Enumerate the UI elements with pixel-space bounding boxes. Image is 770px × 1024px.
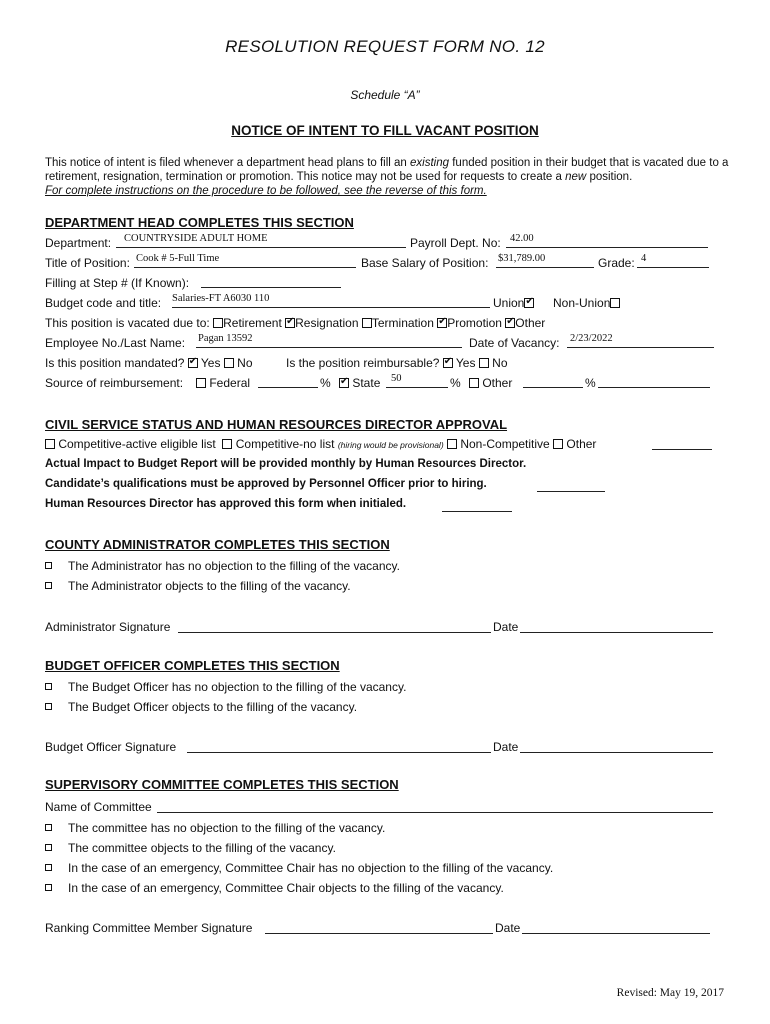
vacated-label: This position is vacated due to: bbox=[45, 316, 210, 330]
vacancy-date-field[interactable] bbox=[567, 347, 714, 348]
employee-field[interactable] bbox=[196, 347, 462, 348]
committee-objects-option bbox=[45, 841, 336, 855]
mandated-no-label: No bbox=[237, 356, 253, 370]
intro-text-c: position. bbox=[589, 171, 633, 183]
admin-signature-label: Administrator Signature bbox=[45, 620, 171, 634]
nonunion-checkbox[interactable] bbox=[610, 298, 620, 308]
chair-objects-option bbox=[45, 881, 504, 895]
admin-no-objection-checkbox[interactable] bbox=[45, 562, 52, 569]
budget-impact-note: Actual Impact to Budget Report will be provided monthly by Human Resources Director. bbox=[45, 458, 527, 470]
form-title: RESOLUTION REQUEST FORM NO. 12 bbox=[225, 37, 545, 56]
budget-signature-label: Budget Officer Signature bbox=[45, 740, 177, 754]
hr-director-initial-field[interactable] bbox=[442, 511, 512, 512]
chair-no-objection-label: In the case of an emergency, Committee Chair has no objection to the filling of the vacancy. bbox=[68, 861, 554, 875]
union-checkbox[interactable] bbox=[524, 298, 534, 308]
step-label: Filling at Step # (If Known): bbox=[45, 276, 190, 290]
committee-name-label: Name of Committee bbox=[45, 800, 152, 814]
civil-other-checkbox[interactable] bbox=[553, 439, 563, 449]
civil-other-field[interactable] bbox=[652, 449, 712, 450]
committee-date-label: Date bbox=[495, 921, 521, 935]
federal-checkbox[interactable] bbox=[196, 378, 206, 388]
state-checkbox[interactable] bbox=[339, 378, 349, 388]
reimbursable-row bbox=[286, 356, 508, 370]
chair-no-objection-option bbox=[45, 861, 553, 875]
competitive-active-checkbox[interactable] bbox=[45, 439, 55, 449]
other-checkbox[interactable] bbox=[505, 318, 515, 328]
mandated-no-checkbox[interactable] bbox=[224, 358, 234, 368]
budget-section-heading: BUDGET OFFICER COMPLETES THIS SECTION bbox=[45, 658, 340, 673]
mandated-label: Is this position mandated? bbox=[45, 356, 185, 370]
state-option bbox=[339, 376, 380, 390]
other-source-pct-field[interactable] bbox=[523, 387, 583, 388]
committee-objects-label: The committee objects to the filling of the vacancy. bbox=[68, 841, 336, 855]
base-salary-label: Base Salary of Position: bbox=[361, 256, 489, 270]
reimbursable-label: Is the position reimbursable? bbox=[286, 356, 440, 370]
other-source-label: Other bbox=[482, 376, 513, 390]
termination-checkbox[interactable] bbox=[362, 318, 372, 328]
civil-options-row bbox=[45, 437, 596, 452]
competitive-nolist-note: (hiring would be provisional) bbox=[337, 440, 444, 450]
intro-emphasis-new: new bbox=[565, 171, 587, 183]
state-pct-value: 50 bbox=[391, 373, 402, 384]
other-source-checkbox[interactable] bbox=[469, 378, 479, 388]
resignation-label: Resignation bbox=[295, 316, 359, 330]
committee-signature-field[interactable] bbox=[265, 933, 493, 934]
dept-section-heading: DEPARTMENT HEAD COMPLETES THIS SECTION bbox=[45, 215, 354, 230]
state-pct-field[interactable] bbox=[386, 387, 448, 388]
vacancy-date-value: 2/23/2022 bbox=[570, 333, 613, 344]
title-of-position-field[interactable] bbox=[134, 267, 356, 268]
union-label: Union bbox=[493, 296, 525, 310]
department-label: Department: bbox=[45, 236, 112, 250]
nonunion-label: Non-Union bbox=[553, 296, 611, 310]
budget-code-field[interactable] bbox=[172, 307, 490, 308]
competitive-active-label: Competitive-active eligible list bbox=[58, 437, 216, 451]
promotion-checkbox[interactable] bbox=[437, 318, 447, 328]
title-of-position-value: Cook # 5-Full Time bbox=[136, 253, 220, 264]
committee-name-field[interactable] bbox=[157, 812, 713, 813]
other-source-description-field[interactable] bbox=[598, 387, 710, 388]
reimbursable-no-checkbox[interactable] bbox=[479, 358, 489, 368]
other-source-option bbox=[469, 376, 512, 390]
budget-signature-field[interactable] bbox=[187, 752, 491, 753]
intro-text-a: This notice of intent is filed whenever a department head plans to fill an bbox=[45, 157, 407, 169]
grade-value: 4 bbox=[641, 253, 647, 264]
budget-code-label: Budget code and title: bbox=[45, 296, 162, 310]
chair-objects-checkbox[interactable] bbox=[45, 884, 52, 891]
grade-field[interactable] bbox=[637, 267, 709, 268]
budget-no-objection-option bbox=[45, 680, 406, 694]
budget-date-field[interactable] bbox=[520, 752, 713, 753]
committee-no-objection-label: The committee has no objection to the filling of the vacancy. bbox=[68, 821, 386, 835]
committee-date-field[interactable] bbox=[522, 933, 710, 934]
other-pct-sign: % bbox=[585, 376, 596, 390]
budget-no-objection-label: The Budget Officer has no objection to the filling of the vacancy. bbox=[68, 680, 407, 694]
admin-objects-checkbox[interactable] bbox=[45, 582, 52, 589]
step-field[interactable] bbox=[201, 287, 341, 288]
mandated-row bbox=[45, 356, 253, 370]
payroll-label: Payroll Dept. No: bbox=[410, 236, 501, 250]
notice-title: NOTICE OF INTENT TO FILL VACANT POSITION bbox=[231, 123, 539, 138]
noncompetitive-checkbox[interactable] bbox=[447, 439, 457, 449]
state-pct-sign: % bbox=[450, 376, 461, 390]
admin-signature-field[interactable] bbox=[178, 632, 491, 633]
civil-other-label: Other bbox=[566, 437, 597, 451]
qualifications-note: Candidate’s qualifications must be approved by Personnel Officer prior to hiring. bbox=[45, 478, 487, 490]
committee-no-objection-option bbox=[45, 821, 385, 835]
termination-label: Termination bbox=[371, 316, 434, 330]
budget-objects-label: The Budget Officer objects to the filling of the vacancy. bbox=[68, 700, 358, 714]
title-of-position-label: Title of Position: bbox=[45, 256, 130, 270]
budget-code-value: Salaries-FT A6030 110 bbox=[172, 293, 270, 304]
resignation-checkbox[interactable] bbox=[285, 318, 295, 328]
base-salary-field[interactable] bbox=[496, 267, 594, 268]
intro-paragraph bbox=[45, 156, 735, 198]
personnel-officer-initial-field[interactable] bbox=[537, 491, 605, 492]
employee-value: Pagan 13592 bbox=[198, 333, 253, 344]
budget-objects-option bbox=[45, 700, 357, 714]
federal-pct-field[interactable] bbox=[258, 387, 318, 388]
county-section-heading: COUNTY ADMINISTRATOR COMPLETES THIS SECTION bbox=[45, 537, 390, 552]
federal-label: Federal bbox=[209, 376, 251, 390]
civil-section-heading: CIVIL SERVICE STATUS AND HUMAN RESOURCES DIRECTOR APPROVAL bbox=[45, 417, 508, 432]
mandated-yes-label: Yes bbox=[200, 356, 221, 370]
admin-no-objection-label: The Administrator has no objection to the filling of the vacancy. bbox=[68, 559, 400, 573]
admin-objects-option bbox=[45, 579, 351, 593]
employee-label: Employee No./Last Name: bbox=[45, 336, 186, 350]
reimbursable-yes-checkbox[interactable] bbox=[443, 358, 453, 368]
vacated-row bbox=[45, 316, 545, 330]
noncompetitive-label: Non-Competitive bbox=[460, 437, 550, 451]
vacancy-date-label: Date of Vacancy: bbox=[469, 336, 560, 350]
payroll-value: 42.00 bbox=[510, 233, 534, 244]
admin-date-field[interactable] bbox=[520, 632, 713, 633]
grade-label: Grade: bbox=[598, 256, 635, 270]
schedule-label: Schedule “A” bbox=[350, 88, 420, 102]
retirement-checkbox[interactable] bbox=[213, 318, 223, 328]
promotion-label: Promotion bbox=[447, 316, 502, 330]
other-label: Other bbox=[515, 316, 546, 330]
intro-instructions: For complete instructions on the procedure to be followed, see the reverse of this form. bbox=[45, 185, 487, 197]
admin-date-label: Date bbox=[493, 620, 519, 634]
budget-date-label: Date bbox=[493, 740, 519, 754]
union-option[interactable] bbox=[493, 296, 534, 310]
committee-objects-checkbox[interactable] bbox=[45, 844, 52, 851]
committee-signature-label: Ranking Committee Member Signature bbox=[45, 921, 253, 935]
intro-emphasis-existing: existing bbox=[410, 157, 450, 169]
reimbursable-yes-label: Yes bbox=[455, 356, 476, 370]
budget-no-objection-checkbox[interactable] bbox=[45, 683, 52, 690]
competitive-nolist-checkbox[interactable] bbox=[222, 439, 232, 449]
hr-approval-note: Human Resources Director has approved this form when initialed. bbox=[45, 498, 407, 510]
base-salary-value: $31,789.00 bbox=[498, 253, 546, 264]
state-label: State bbox=[352, 376, 381, 390]
mandated-yes-checkbox[interactable] bbox=[188, 358, 198, 368]
department-field[interactable] bbox=[116, 247, 406, 248]
revised-date: Revised: May 19, 2017 bbox=[616, 987, 724, 999]
supervisory-section-heading: SUPERVISORY COMMITTEE COMPLETES THIS SECTION bbox=[45, 777, 399, 792]
budget-objects-checkbox[interactable] bbox=[45, 703, 52, 710]
retirement-label: Retirement bbox=[223, 316, 282, 330]
reimbursable-no-label: No bbox=[492, 356, 508, 370]
payroll-field[interactable] bbox=[506, 247, 708, 248]
department-value: COUNTRYSIDE ADULT HOME bbox=[124, 233, 268, 244]
chair-no-objection-checkbox[interactable] bbox=[45, 864, 52, 871]
chair-objects-label: In the case of an emergency, Committee Chair objects to the filling of the vacancy. bbox=[68, 881, 504, 895]
admin-objects-label: The Administrator objects to the filling of the vacancy. bbox=[68, 579, 351, 593]
competitive-nolist-label: Competitive-no list bbox=[235, 437, 335, 451]
source-label: Source of reimbursement: bbox=[45, 376, 184, 390]
nonunion-option[interactable] bbox=[553, 296, 620, 310]
federal-pct-sign: % bbox=[320, 376, 331, 390]
intro-text-b: funded position in their budget that is vacated due to a retirement, resignation, termination or promotion. This notice may not be used for requests to create a bbox=[45, 157, 729, 183]
admin-no-objection-option bbox=[45, 559, 400, 573]
federal-option bbox=[196, 376, 250, 390]
committee-no-objection-checkbox[interactable] bbox=[45, 824, 52, 831]
